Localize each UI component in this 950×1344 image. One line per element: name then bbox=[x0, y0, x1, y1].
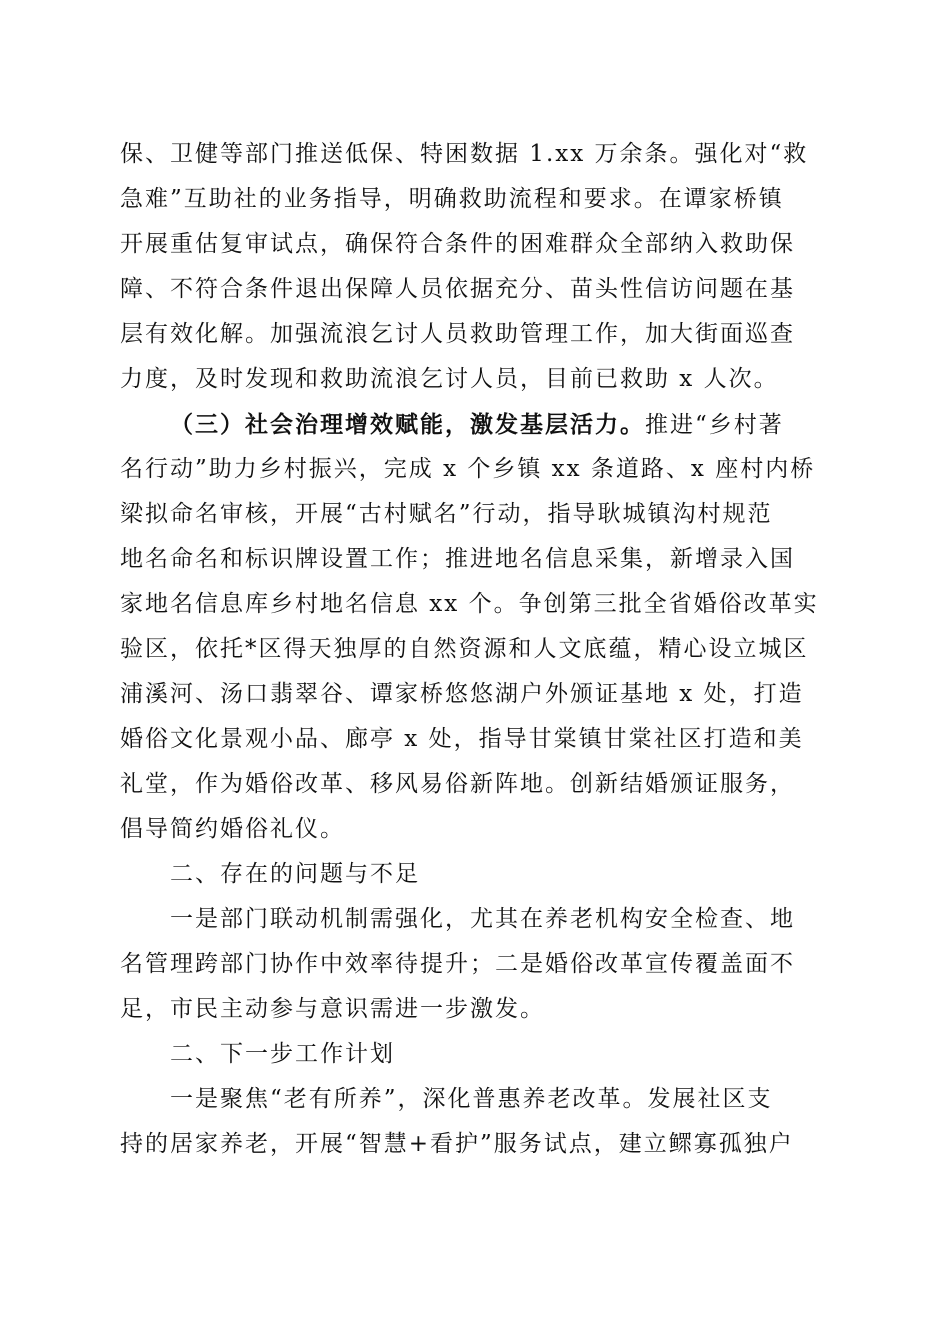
text-line: 名行动”助力乡村振兴，完成 x 个乡镇 xx 条道路、x 座村内桥 bbox=[120, 456, 816, 482]
text-line: 力度，及时发现和救助流浪乞讨人员，目前已救助 x 人次。 bbox=[120, 366, 779, 392]
text-line: 足，市民主动参与意识需进一步激发。 bbox=[120, 996, 545, 1022]
text-line bbox=[120, 402, 826, 447]
text-fragment: 推进“乡村著 bbox=[645, 412, 784, 438]
text-line: 一是部门联动机制需强化，尤其在养老机构安全检查、地 bbox=[170, 906, 795, 932]
text-line: 保、卫健等部门推送低保、特困数据 1.xx 万余条。强化对“救 bbox=[120, 141, 809, 167]
text-line: 婚俗文化景观小品、廊亭 x 处，指导甘棠镇甘棠社区打造和美 bbox=[120, 726, 804, 752]
text-line: 持的居家养老，开展“智慧+看护”服务试点，建立鳏寡孤独户 bbox=[120, 1131, 794, 1157]
text-line: 地名命名和标识牌设置工作；推进地名信息采集，新增录入国 bbox=[120, 546, 795, 572]
text-line: 名管理跨部门协作中效率待提升；二是婚俗改革宣传覆盖面不 bbox=[120, 951, 795, 977]
paragraph-social-governance bbox=[120, 402, 826, 852]
text-line: 一是聚焦“老有所养”，深化普惠养老改革。发展社区支 bbox=[170, 1086, 773, 1112]
paragraph-social-assistance bbox=[120, 132, 826, 402]
section-problems bbox=[120, 852, 826, 1032]
text-line: 倡导简约婚俗礼仪。 bbox=[120, 816, 345, 842]
text-line: 层有效化解。加强流浪乞讨人员救助管理工作，加大街面巡查 bbox=[120, 321, 795, 347]
text-line: 障、不符合条件退出保障人员依据充分、苗头性信访问题在基 bbox=[120, 276, 795, 302]
subsection-heading: （三）社会治理增效赋能，激发基层活力。 bbox=[170, 411, 645, 438]
text-line: 开展重估复审试点，确保符合条件的困难群众全部纳入救助保 bbox=[120, 231, 795, 257]
section-next-steps bbox=[120, 1032, 826, 1167]
text-line: 梁拟命名审核，开展“古村赋名”行动，指导耿城镇沟村规范 bbox=[120, 501, 773, 527]
section-heading: 二、下一步工作计划 bbox=[170, 1041, 395, 1067]
text-line: 浦溪河、汤口翡翠谷、谭家桥悠悠湖户外颁证基地 x 处，打造 bbox=[120, 681, 804, 707]
document-body bbox=[120, 132, 826, 1167]
text-line: 礼堂，作为婚俗改革、移风易俗新阵地。创新结婚颁证服务， bbox=[120, 771, 795, 797]
text-line: 急难”互助社的业务指导，明确救助流程和要求。在谭家桥镇 bbox=[120, 186, 784, 212]
text-line: 验区，依托*区得天独厚的自然资源和人文底蕴，精心设立城区 bbox=[120, 636, 809, 662]
section-heading: 二、存在的问题与不足 bbox=[170, 861, 420, 887]
text-line: 家地名信息库乡村地名信息 xx 个。争创第三批全省婚俗改革实 bbox=[120, 591, 819, 617]
